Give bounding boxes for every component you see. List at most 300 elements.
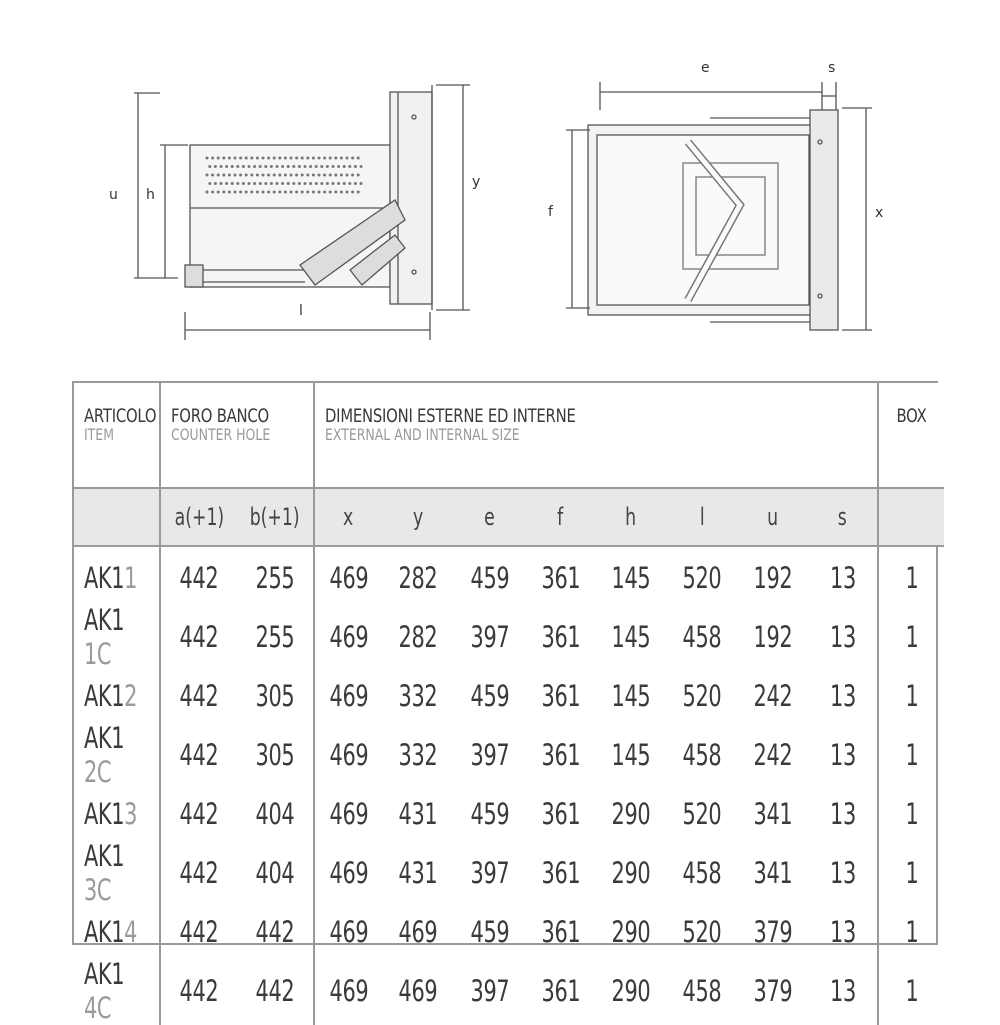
vent-hole [267, 157, 270, 160]
vent-hole [228, 191, 231, 194]
cell-y: 332 [398, 679, 438, 713]
cell-h: 145 [611, 738, 651, 772]
vent-hole [250, 174, 253, 177]
vent-hole [332, 165, 335, 168]
table-row [74, 546, 944, 603]
cell-box: 1 [878, 721, 944, 789]
vent-hole [267, 191, 270, 194]
vent-hole [318, 191, 321, 194]
cell-e: 397 [470, 856, 509, 890]
vent-hole [270, 165, 273, 168]
cell-f: 361 [541, 561, 580, 595]
vent-hole [242, 182, 245, 185]
vent-hole [217, 157, 220, 160]
vent-hole [211, 174, 214, 177]
cell-f: 361 [541, 679, 580, 713]
cell-x: 469 [314, 907, 382, 957]
vent-hole [273, 191, 276, 194]
vent-hole [309, 165, 312, 168]
vent-hole [357, 157, 360, 160]
cell-e: 397 [470, 738, 509, 772]
vent-hole [351, 157, 354, 160]
cell-f: 361 [541, 738, 580, 772]
cell-a: 442 [160, 721, 237, 789]
column-header-x [314, 488, 382, 546]
cell-f: 361 [541, 797, 580, 831]
vent-hole [281, 165, 284, 168]
column-header-h-label: h [625, 503, 637, 531]
vent-hole [315, 182, 318, 185]
vent-hole [329, 191, 332, 194]
side-view-drawing [134, 85, 470, 340]
vent-hole [206, 174, 209, 177]
vent-hole [220, 182, 223, 185]
cell-b: 255 [255, 561, 295, 595]
header-box [878, 383, 944, 488]
item-code-base: AK1 [84, 561, 125, 595]
vent-hole [351, 174, 354, 177]
subheader-item-empty [74, 488, 160, 546]
cell-e: 459 [470, 915, 509, 949]
vent-hole [273, 174, 276, 177]
vent-hole [315, 165, 318, 168]
column-header-a [160, 488, 237, 546]
vent-hole [278, 157, 281, 160]
cell-f: 361 [541, 856, 580, 890]
item-code-suffix: 1C [84, 637, 112, 671]
vent-hole [236, 165, 239, 168]
cell-b: 442 [255, 915, 295, 949]
vent-hole [220, 165, 223, 168]
vent-hole [332, 182, 335, 185]
header-hole-subtitle: COUNTER HOLE [171, 425, 271, 444]
column-header-x-label: x [343, 503, 354, 531]
header-box-title: BOX [896, 405, 927, 427]
dim-label-h: h [146, 187, 155, 203]
vent-hole [264, 182, 267, 185]
column-header-s [808, 488, 878, 546]
cell-box: 1 [878, 957, 944, 1025]
cell-l: 458 [682, 974, 722, 1008]
vent-hole [346, 157, 349, 160]
cell-f: 361 [541, 974, 580, 1008]
vent-hole [211, 157, 214, 160]
item-code-suffix: 2C [84, 755, 112, 789]
column-header-l [666, 488, 738, 546]
vent-hole [334, 157, 337, 160]
cell-u: 192 [753, 561, 793, 595]
vent-hole [228, 174, 231, 177]
vent-hole [217, 174, 220, 177]
vent-hole [337, 182, 340, 185]
item-code-suffix: 4 [124, 915, 138, 949]
cell-s: 13 [829, 679, 856, 713]
vent-hole [312, 174, 315, 177]
item-code [74, 839, 160, 907]
vent-hole [248, 165, 251, 168]
vent-hole [301, 191, 304, 194]
vent-hole [354, 182, 357, 185]
cell-a: 442 [160, 546, 237, 603]
column-header-y-label: y [412, 503, 424, 531]
cell-u: 379 [753, 915, 793, 949]
item-code [74, 671, 160, 721]
vent-hole [306, 157, 309, 160]
vent-hole [231, 165, 234, 168]
vent-hole [329, 174, 332, 177]
cell-u: 242 [753, 738, 793, 772]
vent-hole [298, 165, 301, 168]
cell-e: 397 [470, 620, 509, 654]
vent-hole [217, 191, 220, 194]
cell-f: 361 [541, 915, 580, 949]
vent-hole [334, 174, 337, 177]
vent-hole [250, 191, 253, 194]
vent-hole [222, 157, 225, 160]
vent-hole [323, 191, 326, 194]
vent-hole [214, 165, 217, 168]
vent-hole [351, 191, 354, 194]
vent-hole [323, 174, 326, 177]
cell-y: 469 [398, 974, 438, 1008]
vent-hole [222, 191, 225, 194]
dim-label-s: s [828, 60, 836, 76]
table-row [74, 907, 944, 957]
cell-b: 442 [255, 974, 295, 1008]
vent-hole [318, 174, 321, 177]
vent-hole [264, 165, 267, 168]
cell-h: 290 [611, 915, 651, 949]
vent-hole [290, 191, 293, 194]
cell-h: 290 [611, 797, 651, 831]
cell-l: 520 [682, 679, 722, 713]
vent-hole [276, 182, 279, 185]
cell-u: 192 [753, 620, 793, 654]
item-code-suffix: 2 [124, 679, 138, 713]
cell-y: 431 [398, 856, 438, 890]
cell-y: 332 [398, 738, 438, 772]
cell-b: 404 [255, 797, 295, 831]
header-item-title: ARTICOLO [84, 405, 157, 427]
cell-x: 469 [314, 603, 382, 671]
cell-e: 459 [470, 679, 509, 713]
vent-hole [211, 191, 214, 194]
column-header-l-label: l [699, 503, 705, 531]
cell-box: 1 [878, 603, 944, 671]
item-code-base: AK1 [84, 957, 125, 991]
table-subheader-row [74, 488, 944, 546]
cell-l: 458 [682, 856, 722, 890]
cell-y: 431 [398, 797, 438, 831]
header-counter-hole [160, 383, 314, 488]
vent-hole [245, 174, 248, 177]
cell-x: 469 [314, 721, 382, 789]
header-item-subtitle: ITEM [84, 425, 114, 444]
cell-x: 469 [314, 546, 382, 603]
vent-hole [340, 191, 343, 194]
item-code [74, 546, 160, 603]
table-header-row [74, 383, 944, 488]
vent-hole [276, 165, 279, 168]
vent-hole [222, 174, 225, 177]
cell-u: 379 [753, 974, 793, 1008]
header-dimensions [314, 383, 878, 488]
cell-a: 442 [160, 957, 237, 1025]
cell-y: 282 [398, 561, 438, 595]
vent-hole [278, 174, 281, 177]
column-header-e [454, 488, 525, 546]
vent-hole [304, 165, 307, 168]
item-code-suffix: 1 [124, 561, 138, 595]
cell-box: 1 [878, 671, 944, 721]
vent-hole [262, 174, 265, 177]
vent-hole [253, 165, 256, 168]
header-hole-title: FORO BANCO [171, 405, 269, 427]
column-header-b [237, 488, 314, 546]
vent-hole [360, 165, 363, 168]
vent-hole [301, 157, 304, 160]
cell-l: 458 [682, 620, 722, 654]
cell-b: 305 [255, 679, 295, 713]
vent-hole [242, 165, 245, 168]
vent-hole [295, 174, 298, 177]
vent-hole [248, 182, 251, 185]
vent-hole [320, 182, 323, 185]
vent-hole [360, 182, 363, 185]
cell-l: 520 [682, 915, 722, 949]
cell-h: 290 [611, 856, 651, 890]
vent-hole [267, 174, 270, 177]
vent-hole [245, 157, 248, 160]
vent-hole [340, 174, 343, 177]
column-header-a-label: a(+1) [174, 503, 224, 531]
vent-hole [206, 191, 209, 194]
vent-hole [256, 191, 259, 194]
item-code-base: AK1 [84, 679, 125, 713]
table-row [74, 789, 944, 839]
vent-hole [318, 157, 321, 160]
vent-hole [295, 191, 298, 194]
vent-hole [292, 182, 295, 185]
vent-hole [346, 191, 349, 194]
column-header-b-label: b(+1) [250, 503, 300, 531]
item-code-base: AK1 [84, 721, 125, 755]
cell-l: 520 [682, 561, 722, 595]
vent-hole [208, 165, 211, 168]
vent-hole [306, 174, 309, 177]
cell-s: 13 [829, 797, 856, 831]
vent-hole [290, 157, 293, 160]
vent-hole [231, 182, 234, 185]
cell-x: 469 [314, 957, 382, 1025]
vent-hole [312, 157, 315, 160]
item-code-suffix: 3 [124, 797, 138, 831]
cell-l: 458 [682, 738, 722, 772]
cell-s: 13 [829, 620, 856, 654]
vent-hole [245, 191, 248, 194]
vent-hole [323, 157, 326, 160]
cell-u: 341 [753, 856, 793, 890]
vent-hole [326, 165, 329, 168]
top-view-drawing [566, 82, 872, 330]
vent-hole [259, 165, 262, 168]
cell-b: 255 [255, 620, 295, 654]
vent-hole [348, 165, 351, 168]
vent-hole [334, 191, 337, 194]
cell-a: 442 [160, 789, 237, 839]
item-code [74, 789, 160, 839]
table-row [74, 603, 944, 671]
vent-hole [284, 157, 287, 160]
item-code [74, 957, 160, 1025]
cell-a: 442 [160, 671, 237, 721]
cell-e: 459 [470, 561, 509, 595]
vent-hole [304, 182, 307, 185]
vent-hole [225, 165, 228, 168]
vent-hole [225, 182, 228, 185]
cell-s: 13 [829, 974, 856, 1008]
vent-hole [343, 182, 346, 185]
vent-hole [290, 174, 293, 177]
vent-hole [214, 182, 217, 185]
dim-label-f: f [548, 204, 553, 220]
vent-hole [287, 182, 290, 185]
vent-hole [309, 182, 312, 185]
vent-hole [256, 174, 259, 177]
cell-h: 145 [611, 561, 651, 595]
cell-y: 469 [398, 915, 438, 949]
vent-hole [239, 191, 242, 194]
column-header-f [525, 488, 596, 546]
vent-hole [295, 157, 298, 160]
table-row [74, 957, 944, 1025]
vent-hole [256, 157, 259, 160]
table-row [74, 721, 944, 789]
vent-hole [270, 182, 273, 185]
vent-hole [262, 191, 265, 194]
dimensions-table [72, 381, 938, 1025]
header-dims-subtitle: EXTERNAL AND INTERNAL SIZE [325, 425, 520, 444]
vent-hole [284, 191, 287, 194]
dim-label-e: e [701, 60, 710, 76]
vent-hole [354, 165, 357, 168]
vent-hole [208, 182, 211, 185]
dim-label-x: x [875, 205, 884, 221]
cell-e: 459 [470, 797, 509, 831]
vent-hole [292, 165, 295, 168]
cell-x: 469 [314, 671, 382, 721]
cell-box: 1 [878, 907, 944, 957]
cell-s: 13 [829, 738, 856, 772]
item-code-suffix: 3C [84, 873, 112, 907]
vent-hole [259, 182, 262, 185]
table-row [74, 839, 944, 907]
vent-hole [228, 157, 231, 160]
vent-hole [234, 174, 237, 177]
item-code-base: AK1 [84, 603, 125, 637]
vent-hole [346, 174, 349, 177]
cell-box: 1 [878, 546, 944, 603]
vent-hole [239, 174, 242, 177]
vent-hole [340, 157, 343, 160]
cell-e: 397 [470, 974, 509, 1008]
cell-h: 290 [611, 974, 651, 1008]
dim-label-u: u [109, 187, 118, 203]
cell-a: 442 [160, 839, 237, 907]
vent-hole [343, 165, 346, 168]
dim-label-y: y [472, 174, 481, 190]
dim-label-l: l [299, 303, 303, 319]
cell-x: 469 [314, 789, 382, 839]
vent-hole [306, 191, 309, 194]
vent-hole [278, 191, 281, 194]
vent-hole [301, 174, 304, 177]
vent-hole [253, 182, 256, 185]
cell-h: 145 [611, 620, 651, 654]
technical-drawing [0, 0, 1000, 370]
item-code [74, 721, 160, 789]
cell-a: 442 [160, 907, 237, 957]
cell-box: 1 [878, 789, 944, 839]
item-code [74, 907, 160, 957]
vent-hole [337, 165, 340, 168]
cell-u: 242 [753, 679, 793, 713]
column-header-u [738, 488, 808, 546]
vent-hole [357, 191, 360, 194]
header-dims-title: DIMENSIONI ESTERNE ED INTERNE [325, 405, 576, 427]
cell-s: 13 [829, 856, 856, 890]
item-code-suffix: 4C [84, 991, 112, 1025]
vent-hole [281, 182, 284, 185]
vent-hole [357, 174, 360, 177]
vent-hole [273, 157, 276, 160]
vent-hole [298, 182, 301, 185]
vent-hole [312, 191, 315, 194]
cell-f: 361 [541, 620, 580, 654]
item-code [74, 603, 160, 671]
vent-hole [234, 191, 237, 194]
vent-hole [206, 157, 209, 160]
vent-hole [287, 165, 290, 168]
column-header-y [382, 488, 454, 546]
item-code-base: AK1 [84, 839, 125, 873]
cell-s: 13 [829, 561, 856, 595]
vent-hole [250, 157, 253, 160]
cell-b: 404 [255, 856, 295, 890]
item-code-base: AK1 [84, 797, 125, 831]
vent-hole [348, 182, 351, 185]
cell-h: 145 [611, 679, 651, 713]
cell-s: 13 [829, 915, 856, 949]
column-header-h [596, 488, 666, 546]
vent-hole [329, 157, 332, 160]
table-row [74, 671, 944, 721]
column-header-f-label: f [557, 503, 564, 531]
cell-l: 520 [682, 797, 722, 831]
cell-u: 341 [753, 797, 793, 831]
vent-hole [326, 182, 329, 185]
vent-hole [236, 182, 239, 185]
cell-a: 442 [160, 603, 237, 671]
column-header-u-label: u [767, 503, 779, 531]
vent-hole [320, 165, 323, 168]
cell-y: 282 [398, 620, 438, 654]
vent-hole [239, 157, 242, 160]
subheader-box-empty [878, 488, 944, 546]
column-header-e-label: e [484, 503, 495, 531]
column-header-s-label: s [838, 503, 848, 531]
cell-x: 469 [314, 839, 382, 907]
